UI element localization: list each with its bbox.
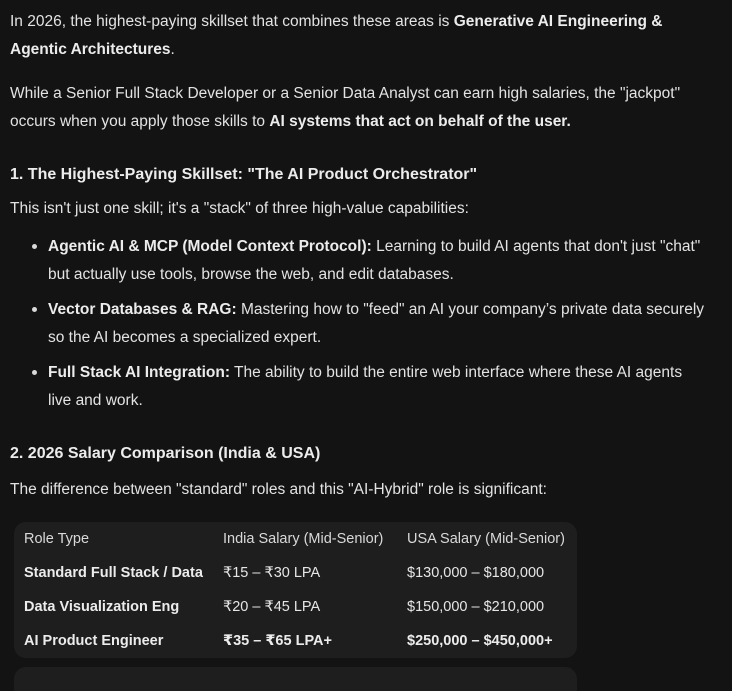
text-run: While a Senior Full Stack Developer or a Senior Data Analyst can earn high salaries, the "jackpot" occurs when you apply those skills to: [10, 85, 681, 130]
salary-table-card: [14, 522, 577, 658]
table-cell: Data Visualization Eng: [24, 599, 180, 615]
text-run: In 2026, the highest-paying skillset that combines these areas is: [10, 13, 454, 30]
text-run: AI systems that act on behalf of the user.: [269, 113, 571, 130]
text-run: Vector Databases & RAG:: [48, 301, 237, 318]
skill-item-vector-rag: [10, 296, 706, 352]
heading-skillset: 1. The Highest-Paying Skillset: "The AI Product Orchestrator": [10, 166, 478, 183]
table-cell: $130,000 – $180,000: [407, 565, 545, 581]
table-row: [14, 590, 577, 624]
paragraph-difference: [10, 476, 706, 504]
text-run: .: [170, 41, 175, 58]
paragraph-context: [10, 80, 706, 136]
heading-salary: 2. 2026 Salary Comparison (India & USA): [10, 445, 321, 462]
table-cell: ₹35 – ₹65 LPA+: [223, 633, 332, 649]
salary-table-body: [14, 556, 577, 658]
table-cell: ₹15 – ₹30 LPA: [223, 565, 321, 581]
table-cell: $150,000 – $210,000: [407, 599, 545, 615]
skills-list: [10, 233, 706, 415]
text-run: Mastering how to "feed" an AI your company’s private data securely so the AI becomes a specialized expert.: [48, 301, 705, 346]
text-run: Agentic AI & MCP (Model Context Protocol):: [48, 238, 372, 255]
column-header: India Salary (Mid-Senior): [223, 531, 384, 547]
text-run: Learning to build AI agents that don't just "chat" but actually use tools, browse the web, and edit databases.: [48, 238, 701, 283]
cutoff-next-card: [14, 667, 577, 691]
paragraph-stack: [10, 195, 706, 223]
text-run: Full Stack AI Integration:: [48, 364, 230, 381]
table-cell: AI Product Engineer: [24, 633, 164, 649]
text-run: Generative AI Engineering & Agentic Architectures: [10, 13, 663, 58]
salary-table: [14, 522, 577, 658]
text-run: The difference between "standard" roles and this "AI-Hybrid" role is significant:: [10, 481, 547, 498]
table-cell: $250,000 – $450,000+: [407, 633, 553, 649]
skill-item-agentic-mcp: [10, 233, 706, 289]
text-run: This isn't just one skill; it's a "stack" of three high-value capabilities:: [10, 200, 469, 217]
paragraph-intro: [10, 8, 706, 64]
table-row: [14, 624, 577, 658]
text-run: The ability to build the entire web interface where these AI agents live and work.: [48, 364, 683, 409]
table-cell: ₹20 – ₹45 LPA: [223, 599, 321, 615]
table-row: [14, 556, 577, 590]
column-header: Role Type: [24, 531, 90, 547]
column-header: USA Salary (Mid-Senior): [407, 531, 565, 547]
table-cell: Standard Full Stack / Data: [24, 565, 203, 581]
skill-item-fullstack-ai: [10, 359, 706, 415]
salary-table-header-row: [14, 522, 577, 556]
